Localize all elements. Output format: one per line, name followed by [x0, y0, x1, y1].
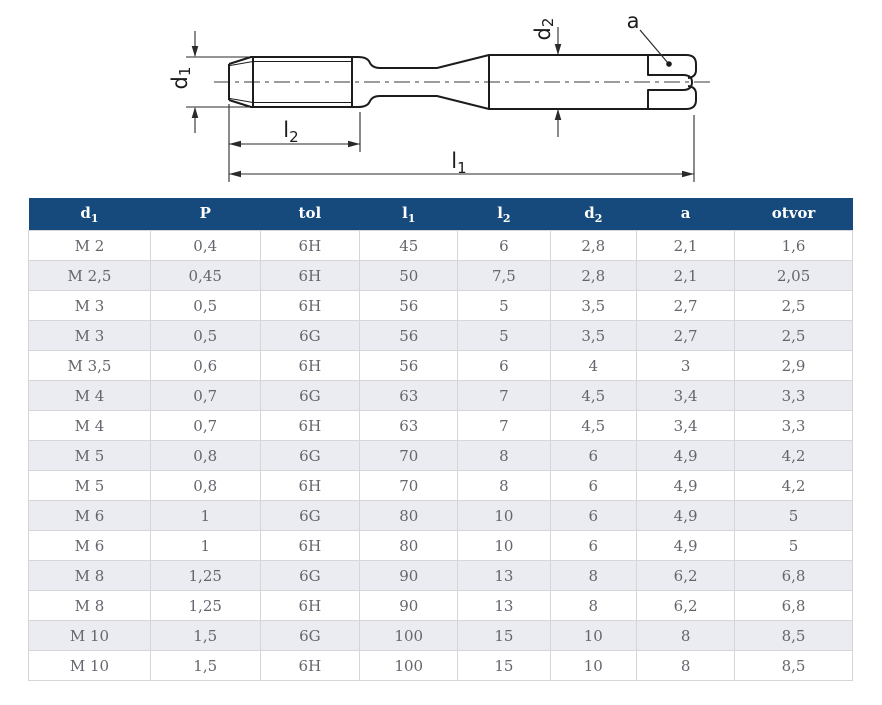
table-cell: 2,5: [735, 291, 853, 321]
table-cell: 3,3: [735, 381, 853, 411]
table-cell: 6H: [260, 531, 360, 561]
table-cell: 6H: [260, 351, 360, 381]
table-cell: 6: [550, 531, 637, 561]
table-cell: 4,9: [637, 471, 735, 501]
table-cell: 2,7: [637, 321, 735, 351]
table-cell: 2,5: [735, 321, 853, 351]
table-cell: 4: [550, 351, 637, 381]
table-cell: 6: [458, 351, 550, 381]
leader-dot: [666, 61, 672, 67]
table-cell: 6,8: [735, 591, 853, 621]
table-cell: 5: [735, 531, 853, 561]
table-cell: 2,05: [735, 261, 853, 291]
table-cell: 63: [360, 381, 458, 411]
table-cell: M 3: [29, 321, 151, 351]
table-cell: 6H: [260, 591, 360, 621]
table-cell: 6: [458, 231, 550, 261]
header-p: P: [150, 198, 260, 231]
table-cell: M 10: [29, 651, 151, 681]
table-cell: 4,2: [735, 471, 853, 501]
table-cell: 0,4: [150, 231, 260, 261]
table-cell: 4,2: [735, 441, 853, 471]
table-cell: 7: [458, 381, 550, 411]
table-row: [29, 471, 853, 501]
label-a: a: [626, 9, 640, 33]
table-cell: 10: [458, 531, 550, 561]
table-cell: M 8: [29, 591, 151, 621]
table-cell: 1,5: [150, 621, 260, 651]
table-cell: M 5: [29, 441, 151, 471]
table-cell: 45: [360, 231, 458, 261]
table-row: [29, 441, 853, 471]
table-cell: 0,8: [150, 441, 260, 471]
table-cell: 5: [735, 501, 853, 531]
table-cell: 6G: [260, 501, 360, 531]
table-cell: M 2,5: [29, 261, 151, 291]
table-cell: 80: [360, 501, 458, 531]
table-cell: 6G: [260, 441, 360, 471]
table-cell: 4,9: [637, 441, 735, 471]
table-cell: 0,5: [150, 321, 260, 351]
table-cell: 1,6: [735, 231, 853, 261]
header-otvor: otvor: [735, 198, 853, 231]
header-l1: $l_1$: [360, 198, 458, 231]
table-cell: M 2: [29, 231, 151, 261]
table-cell: 63: [360, 411, 458, 441]
table-cell: 1: [150, 501, 260, 531]
table-cell: M 6: [29, 531, 151, 561]
table-cell: 2,1: [637, 261, 735, 291]
table-cell: M 4: [29, 411, 151, 441]
table-cell: 6,2: [637, 591, 735, 621]
table-cell: 4,9: [637, 501, 735, 531]
table-cell: 6H: [260, 411, 360, 441]
table-row: [29, 261, 853, 291]
table-cell: 6G: [260, 381, 360, 411]
table-cell: 0,7: [150, 411, 260, 441]
table-row: [29, 501, 853, 531]
table-cell: 3: [637, 351, 735, 381]
table-cell: M 10: [29, 621, 151, 651]
table-cell: 100: [360, 651, 458, 681]
header-a: a: [637, 198, 735, 231]
table-cell: M 5: [29, 471, 151, 501]
table-row: [29, 621, 853, 651]
table-row: [29, 411, 853, 441]
table-cell: 6: [550, 471, 637, 501]
table-cell: 90: [360, 591, 458, 621]
table-cell: 1: [150, 531, 260, 561]
table-cell: 3,4: [637, 411, 735, 441]
table-cell: M 6: [29, 501, 151, 531]
table-cell: 5: [458, 321, 550, 351]
table-cell: 56: [360, 291, 458, 321]
table-cell: 8: [550, 561, 637, 591]
table-cell: 6: [550, 501, 637, 531]
table-cell: 2,8: [550, 231, 637, 261]
table-cell: 3,4: [637, 381, 735, 411]
table-cell: 15: [458, 621, 550, 651]
table-cell: 0,8: [150, 471, 260, 501]
table-cell: M 8: [29, 561, 151, 591]
table-cell: 2,9: [735, 351, 853, 381]
table-cell: 0,5: [150, 291, 260, 321]
table-cell: 4,9: [637, 531, 735, 561]
table-cell: 8: [637, 651, 735, 681]
table-cell: 8: [458, 471, 550, 501]
table-cell: 8,5: [735, 621, 853, 651]
table-row: [29, 591, 853, 621]
table-cell: 6,8: [735, 561, 853, 591]
label-l2: $l_2$: [283, 118, 299, 146]
table-row: [29, 291, 853, 321]
table-cell: 6G: [260, 321, 360, 351]
table-cell: 2,8: [550, 261, 637, 291]
table-cell: 13: [458, 561, 550, 591]
table-cell: 5: [458, 291, 550, 321]
table-cell: 6G: [260, 621, 360, 651]
table-cell: 6: [550, 441, 637, 471]
table-cell: 56: [360, 351, 458, 381]
leader-a: [640, 30, 672, 67]
table-cell: 80: [360, 531, 458, 561]
header-l2: $l_2$: [458, 198, 550, 231]
table-row: [29, 651, 853, 681]
table-cell: 6H: [260, 651, 360, 681]
table-cell: 8: [637, 621, 735, 651]
table-cell: 70: [360, 441, 458, 471]
table-cell: 6H: [260, 231, 360, 261]
table-row: [29, 531, 853, 561]
table-cell: 90: [360, 561, 458, 591]
tap-dimensions-table: [28, 198, 853, 681]
table-cell: 50: [360, 261, 458, 291]
table-row: [29, 231, 853, 261]
table-cell: 0,7: [150, 381, 260, 411]
table-cell: 2,7: [637, 291, 735, 321]
table-cell: 3,3: [735, 411, 853, 441]
table-cell: 6,2: [637, 561, 735, 591]
table-cell: 8: [550, 591, 637, 621]
table-cell: 13: [458, 591, 550, 621]
table-cell: 7: [458, 411, 550, 441]
table-row: [29, 561, 853, 591]
header-d2: $d_2$: [550, 198, 637, 231]
table-cell: 3,5: [550, 291, 637, 321]
table-cell: 3,5: [550, 321, 637, 351]
table-cell: 2,1: [637, 231, 735, 261]
table-cell: 10: [458, 501, 550, 531]
table-cell: 15: [458, 651, 550, 681]
table-cell: 7,5: [458, 261, 550, 291]
table-cell: 10: [550, 651, 637, 681]
tap-technical-drawing: [0, 0, 882, 196]
table-row: [29, 351, 853, 381]
table-cell: 4,5: [550, 411, 637, 441]
table-cell: 6H: [260, 261, 360, 291]
table-cell: 0,6: [150, 351, 260, 381]
table-cell: 6H: [260, 471, 360, 501]
label-l1: $l_1$: [451, 149, 467, 177]
label-d2: $d_2$: [531, 17, 557, 41]
table-cell: 1,25: [150, 561, 260, 591]
header-row: [29, 198, 853, 231]
table-cell: M 4: [29, 381, 151, 411]
table-cell: M 3: [29, 291, 151, 321]
table-body: [29, 231, 853, 681]
table-cell: 100: [360, 621, 458, 651]
label-d1: $d_1$: [168, 66, 194, 90]
table-cell: 4,5: [550, 381, 637, 411]
header-tol: tol: [260, 198, 360, 231]
table-cell: 56: [360, 321, 458, 351]
table-row: [29, 381, 853, 411]
table-cell: 0,45: [150, 261, 260, 291]
table-cell: 8,5: [735, 651, 853, 681]
table-cell: 1,25: [150, 591, 260, 621]
header-d1: $d_1$: [29, 198, 151, 231]
table-cell: 10: [550, 621, 637, 651]
table-cell: M 3,5: [29, 351, 151, 381]
table-cell: 8: [458, 441, 550, 471]
table-cell: 1,5: [150, 651, 260, 681]
table-cell: 70: [360, 471, 458, 501]
table-header: [29, 198, 853, 231]
table-cell: 6G: [260, 561, 360, 591]
table-row: [29, 321, 853, 351]
table-cell: 6H: [260, 291, 360, 321]
